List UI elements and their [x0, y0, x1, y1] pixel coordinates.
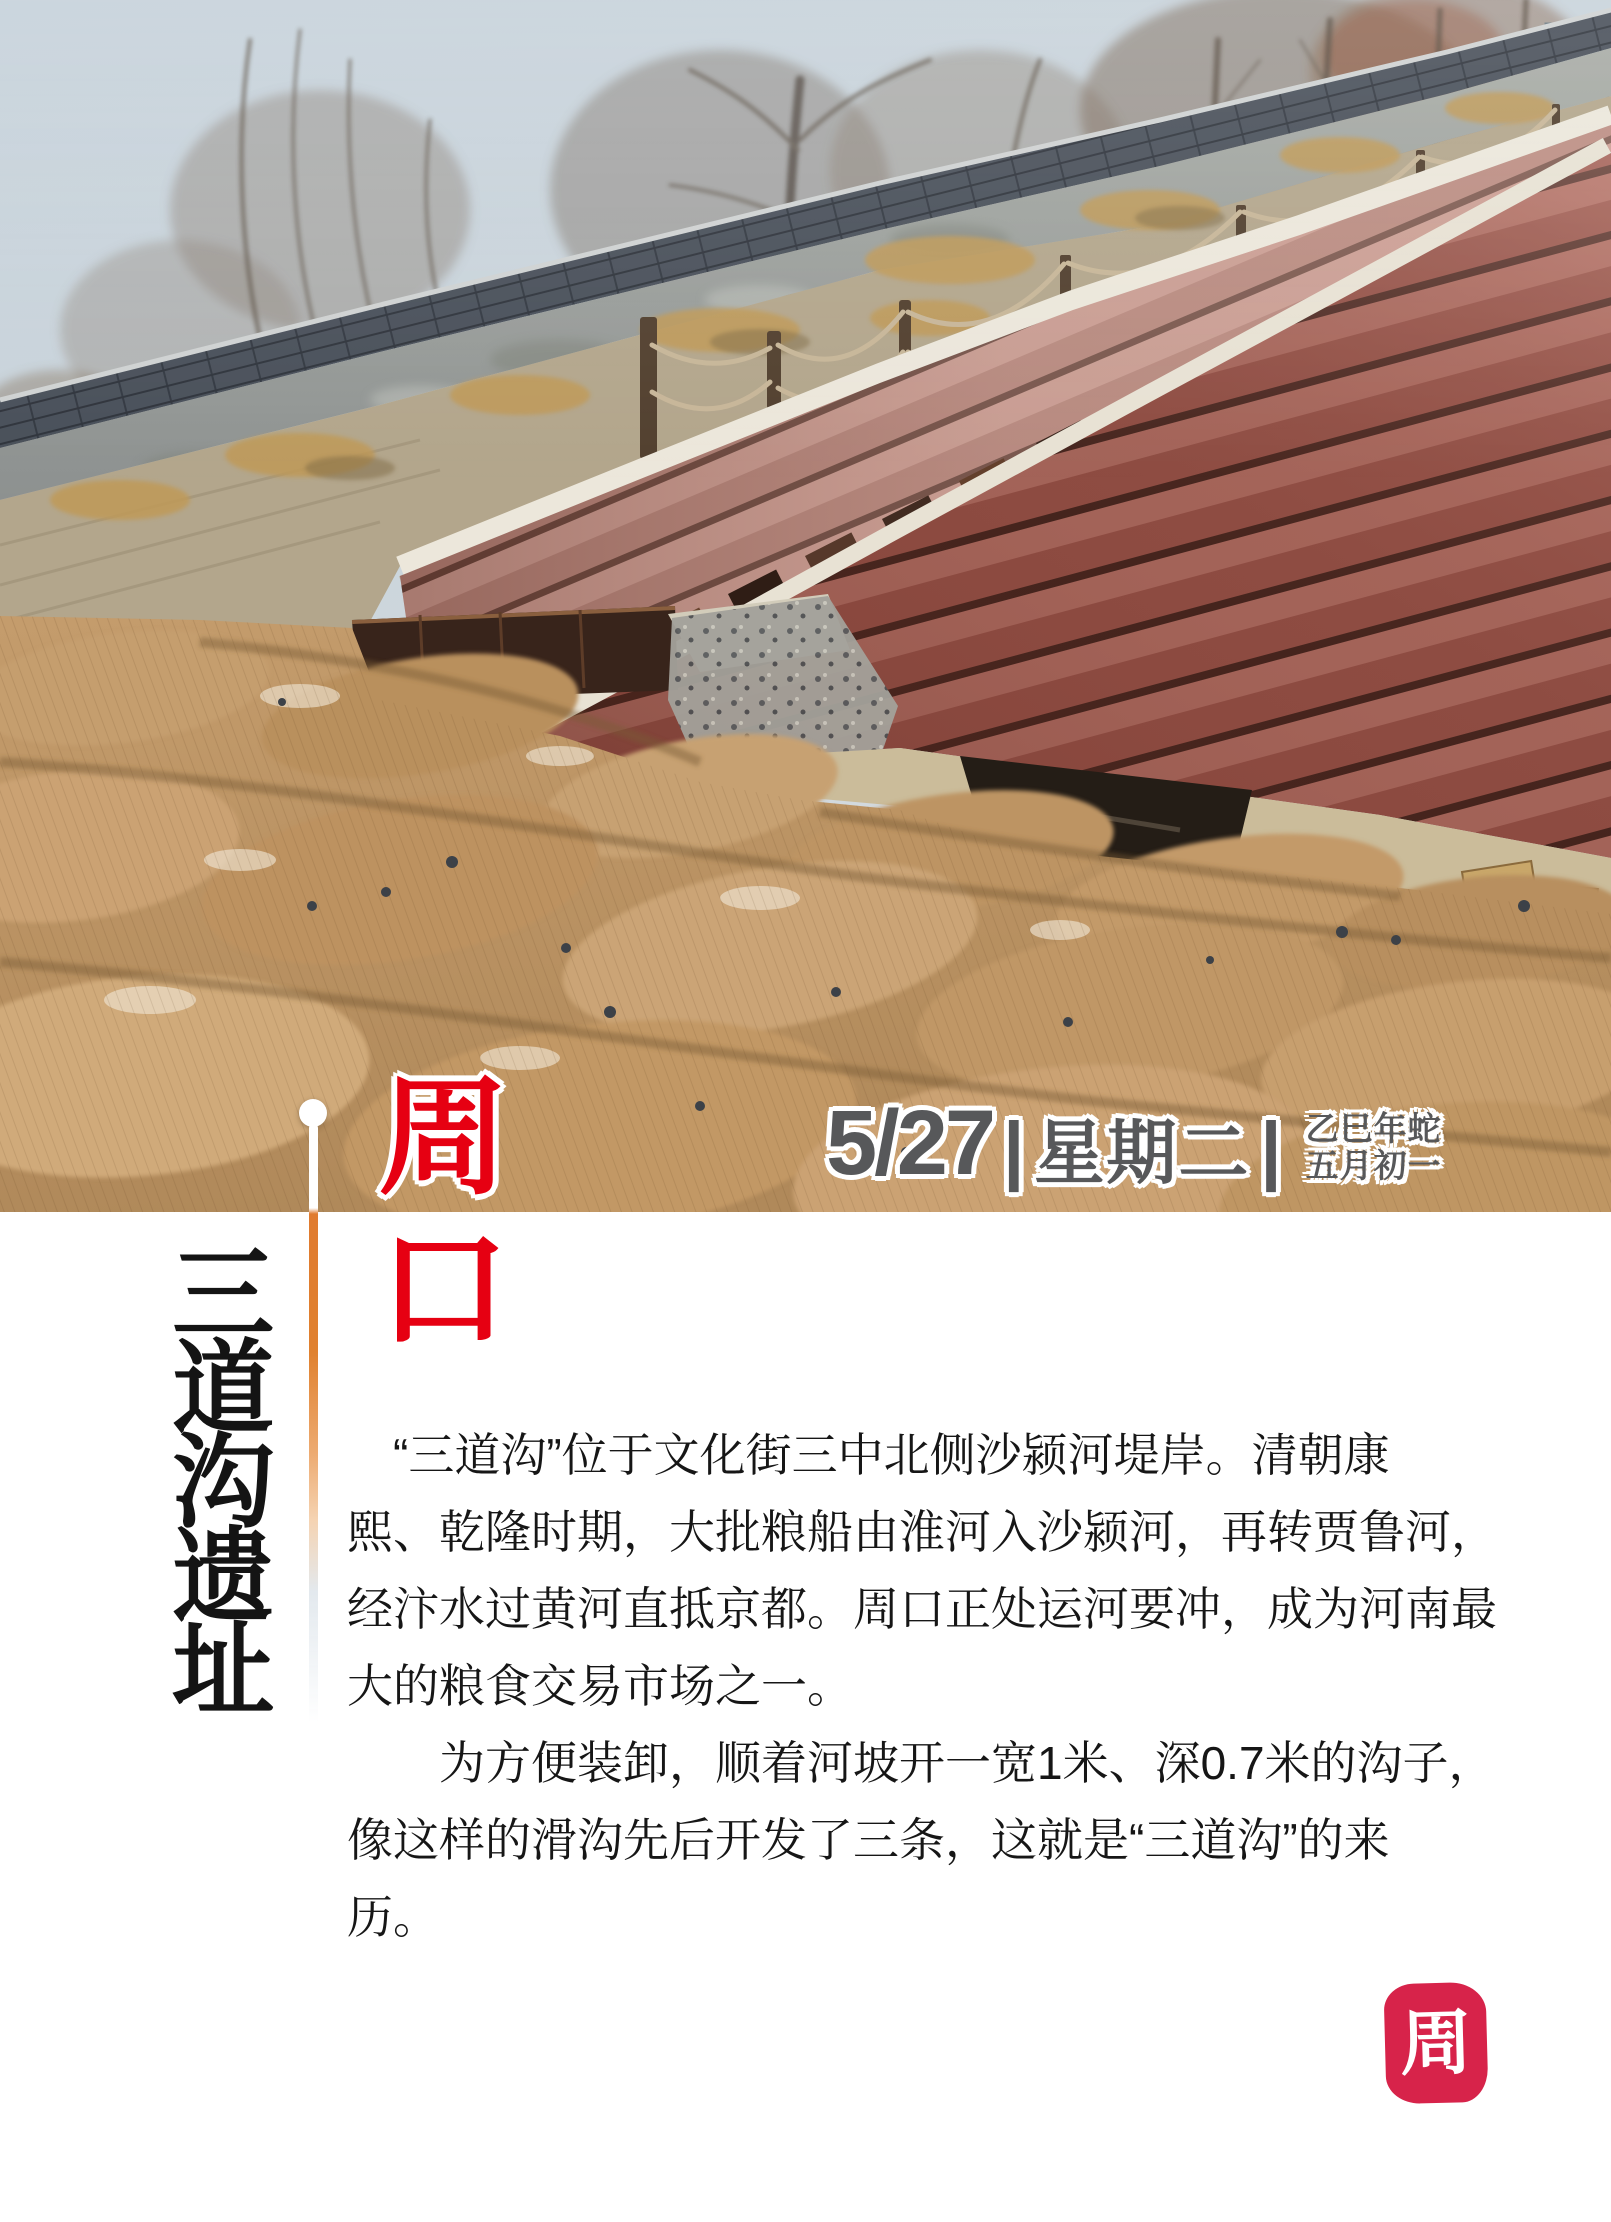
- zhou-seal-stamp: [1383, 1982, 1488, 2105]
- article-line: 为方便装卸，顺着河坡开一宽1米、深0.7米的沟子，: [439, 1737, 1495, 1789]
- article-line: 像这样的滑沟先后开发了三条，这就是“三道沟”的来: [347, 1814, 1390, 1866]
- article-line: 历。: [347, 1891, 439, 1943]
- date-number: 5/27: [826, 1092, 994, 1195]
- article-line: 大的粮食交易市场之一。: [347, 1660, 853, 1712]
- article-line: “三道沟”位于文化街三中北侧沙颍河堤岸。清朝康: [393, 1429, 1390, 1481]
- lunar-day: 五月初一: [1305, 1147, 1442, 1184]
- article-text: [347, 1417, 1497, 1956]
- weekday-label: 星期二: [1034, 1113, 1251, 1192]
- marker-dot-icon: [299, 1099, 327, 1127]
- article-line: 经汴水过黄河直抵京都。周口正处运河要冲，成为河南最: [347, 1583, 1497, 1635]
- date-block: [826, 1092, 1442, 1195]
- lunar-year: 乙巳年蛇: [1305, 1110, 1442, 1147]
- marker-line: [309, 1124, 318, 1724]
- article-line: 熙、乾隆时期，大批粮船由淮河入沙颍河，再转贾鲁河，: [347, 1506, 1497, 1558]
- separator-bar: |: [1260, 1106, 1282, 1192]
- location-title: 周口: [357, 1068, 510, 1372]
- lunar-date: [1306, 1110, 1442, 1186]
- seal-character: 周: [1398, 1999, 1474, 2086]
- site-title: 三道沟遗址: [155, 1240, 276, 1710]
- separator-bar: |: [1003, 1106, 1025, 1192]
